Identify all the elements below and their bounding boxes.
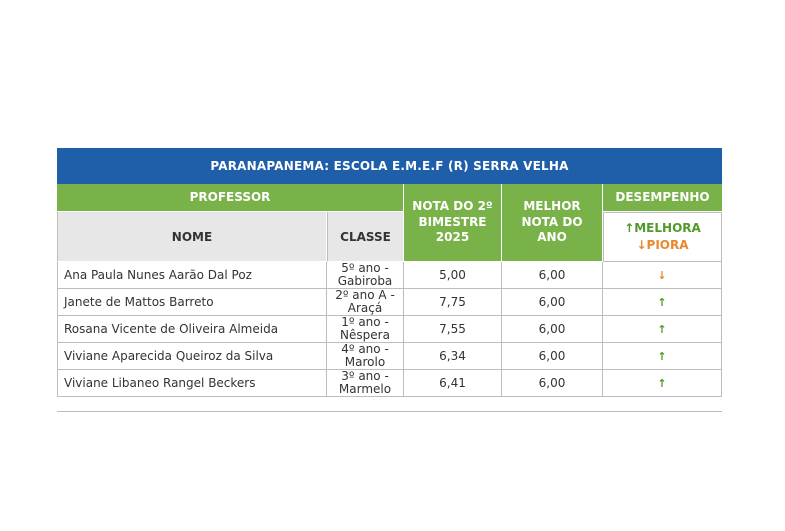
classe-line-2: Marolo <box>344 355 386 369</box>
cell-nome: Rosana Vicente de Oliveira Almeida <box>57 316 327 343</box>
header-melhor-nota-label: MELHOR NOTA DO ANO <box>521 199 583 245</box>
header-nota-bimestre <box>404 184 502 262</box>
header-professor: PROFESSOR <box>57 184 404 212</box>
cell-nota: 6,34 <box>404 343 502 370</box>
header-melhor-nota <box>502 184 603 262</box>
cell-melhor: 6,00 <box>502 370 603 397</box>
cell-classe <box>327 370 404 397</box>
divider-line <box>57 411 722 412</box>
cell-classe <box>327 262 404 289</box>
arrow-up-icon: ↑ <box>657 349 667 363</box>
cell-nota: 5,00 <box>404 262 502 289</box>
table-row <box>57 343 722 370</box>
classe-line-1: 1º ano - <box>341 315 389 330</box>
cell-melhor: 6,00 <box>502 262 603 289</box>
table-row <box>57 316 722 343</box>
classe-line-2: Marmelo <box>338 382 392 396</box>
classe-line-1: 4º ano - <box>341 342 389 357</box>
classe-line-1: 5º ano - <box>341 261 389 276</box>
table-row <box>57 262 722 289</box>
classe-line-2: Araçá <box>347 301 383 315</box>
arrow-up-icon: ↑ <box>657 376 667 390</box>
arrow-up-icon: ↑ <box>657 322 667 336</box>
cell-classe <box>327 343 404 370</box>
cell-melhor: 6,00 <box>502 316 603 343</box>
cell-classe <box>327 289 404 316</box>
cell-nome: Janete de Mattos Barreto <box>57 289 327 316</box>
header-legend <box>603 212 722 262</box>
cell-nota: 7,55 <box>404 316 502 343</box>
cell-nome: Viviane Aparecida Queiroz da Silva <box>57 343 327 370</box>
classe-line-2: Nêspera <box>340 328 390 342</box>
cell-nota: 7,75 <box>404 289 502 316</box>
table-row <box>57 289 722 316</box>
legend-melhora: ↑MELHORA <box>624 221 701 236</box>
header-desempenho: DESEMPENHO <box>603 184 722 212</box>
cell-classe <box>327 316 404 343</box>
header-nome: NOME <box>57 212 327 262</box>
table-body <box>57 262 722 397</box>
header-classe: CLASSE <box>327 212 404 262</box>
cell-desempenho <box>603 370 722 397</box>
arrow-up-icon: ↑ <box>657 295 667 309</box>
arrow-down-icon: ↓ <box>657 268 667 282</box>
legend-piora: ↓PIORA <box>636 238 689 252</box>
table-title: PARANAPANEMA: ESCOLA E.M.E.F (R) SERRA VELHA <box>57 148 722 184</box>
classe-line-1: 3º ano - <box>341 369 389 384</box>
classe-line-2: Gabiroba <box>337 274 393 288</box>
cell-melhor: 6,00 <box>502 289 603 316</box>
cell-desempenho <box>603 262 722 289</box>
header-nota-bimestre-label: NOTA DO 2º BIMESTRE 2025 <box>412 199 493 245</box>
cell-desempenho <box>603 316 722 343</box>
cell-nome: Ana Paula Nunes Aarão Dal Poz <box>57 262 327 289</box>
performance-table <box>57 148 722 397</box>
cell-nome: Viviane Libaneo Rangel Beckers <box>57 370 327 397</box>
cell-desempenho <box>603 343 722 370</box>
table-row <box>57 370 722 397</box>
cell-desempenho <box>603 289 722 316</box>
cell-nota: 6,41 <box>404 370 502 397</box>
classe-line-1: 2º ano A - <box>335 288 395 303</box>
cell-melhor: 6,00 <box>502 343 603 370</box>
